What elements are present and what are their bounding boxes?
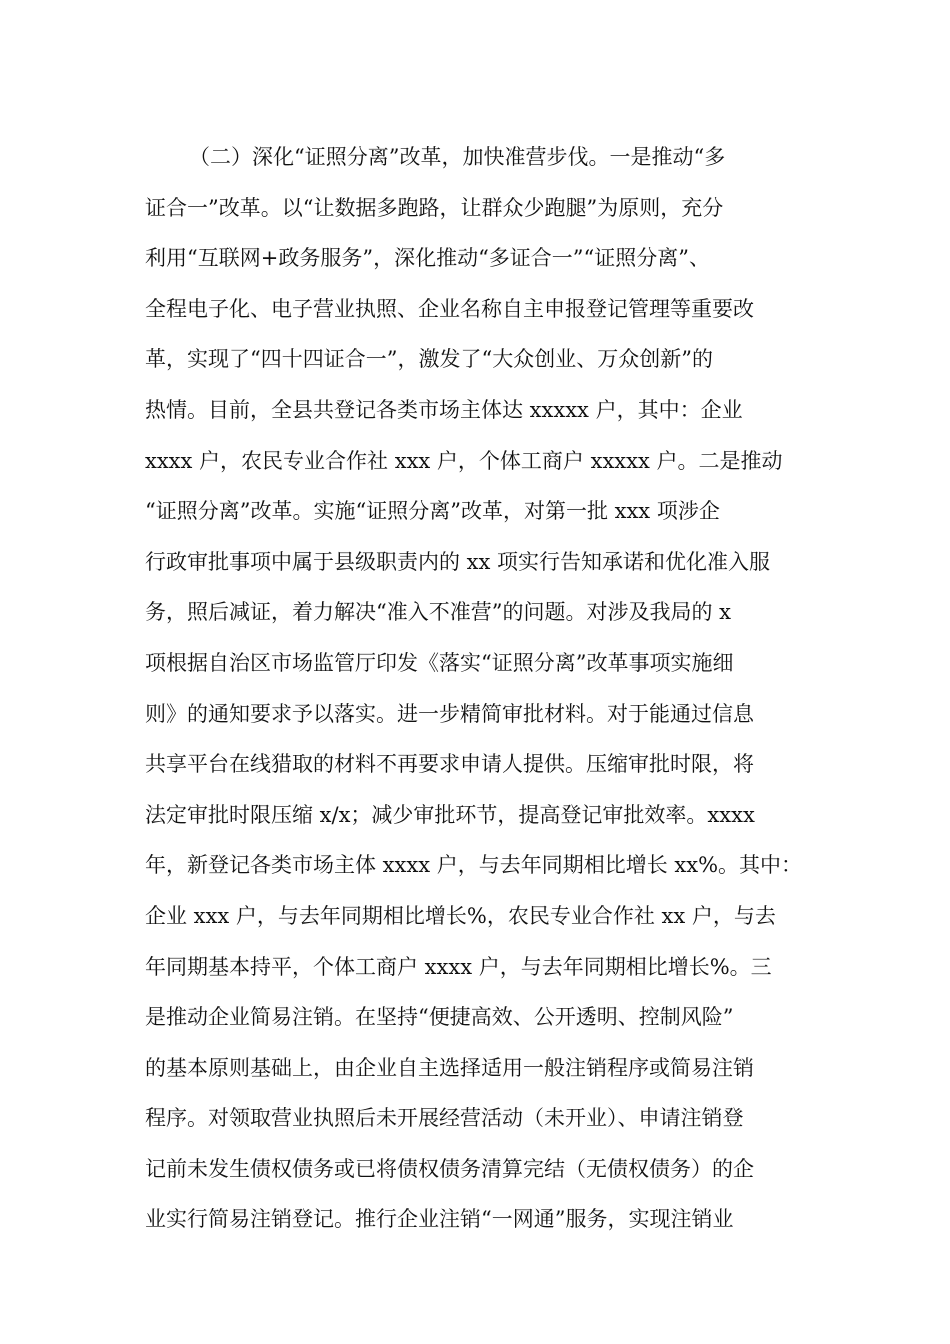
text-line: 年同期基本持平，个体工商户 xxxx 户，与去年同期相比增长%。三 [145, 954, 772, 979]
text-line: “证照分离”改革。实施“证照分离”改革，对第一批 xxx 项涉企 [145, 499, 720, 524]
text-line: 利用“互联网+政务服务”，深化推动“多证合一”“证照分离”、 [145, 246, 711, 271]
text-line: 程序。对领取营业执照后未开展经营活动（未开业）、申请注销登 [145, 1106, 744, 1131]
text-line: xxxx 户，农民专业合作社 xxx 户，个体工商户 xxxxx 户。二是推动 [145, 448, 783, 473]
text-line: 法定审批时限压缩 x/x；减少审批环节，提高登记审批效率。xxxx [145, 802, 755, 827]
text-line: 热情。目前，全县共登记各类市场主体达 xxxxx 户，其中：企业 [145, 397, 743, 422]
text-line: 务，照后减证，着力解决“准入不准营”的问题。对涉及我局的 x [145, 600, 731, 625]
text-line: 年，新登记各类市场主体 xxxx 户，与去年同期相比增长 xx%。其中： [145, 853, 803, 878]
text-line: 共享平台在线猎取的材料不再要求申请人提供。压缩审批时限，将 [145, 752, 754, 777]
text-line: 是推动企业简易注销。在坚持“便捷高效、公开透明、控制风险” [145, 1005, 734, 1030]
text-line: 记前未发生债权债务或已将债权债务清算完结（无债权债务）的企 [145, 1156, 754, 1181]
text-line: 则》的通知要求予以落实。进一步精简审批材料。对于能通过信息 [145, 701, 754, 726]
text-line: 业实行简易注销登记。推行企业注销“一网通”服务，实现注销业 [145, 1207, 734, 1232]
text-line: 企业 xxx 户，与去年同期相比增长%，农民专业合作社 xx 户，与去 [145, 903, 776, 928]
text-line: 行政审批事项中属于县级职责内的 xx 项实行告知承诺和优化准入服 [145, 549, 771, 574]
text-line: （二）深化“证照分离”改革，加快准营步伐。一是推动“多 [189, 145, 726, 169]
text-line: 项根据自治区市场监管厅印发《落实“证照分离”改革事项实施细 [145, 650, 734, 675]
text-line: 全程电子化、电子营业执照、企业名称自主申报登记管理等重要改 [145, 296, 754, 321]
body-paragraph [145, 132, 815, 1245]
text-line: 证合一”改革。以“让数据多跑路，让群众少跑腿”为原则，充分 [145, 195, 724, 220]
text-line: 革，实现了“四十四证合一”，激发了“大众创业、万众创新”的 [145, 347, 713, 372]
text-line: 的基本原则基础上，由企业自主选择适用一般注销程序或简易注销 [145, 1055, 754, 1080]
